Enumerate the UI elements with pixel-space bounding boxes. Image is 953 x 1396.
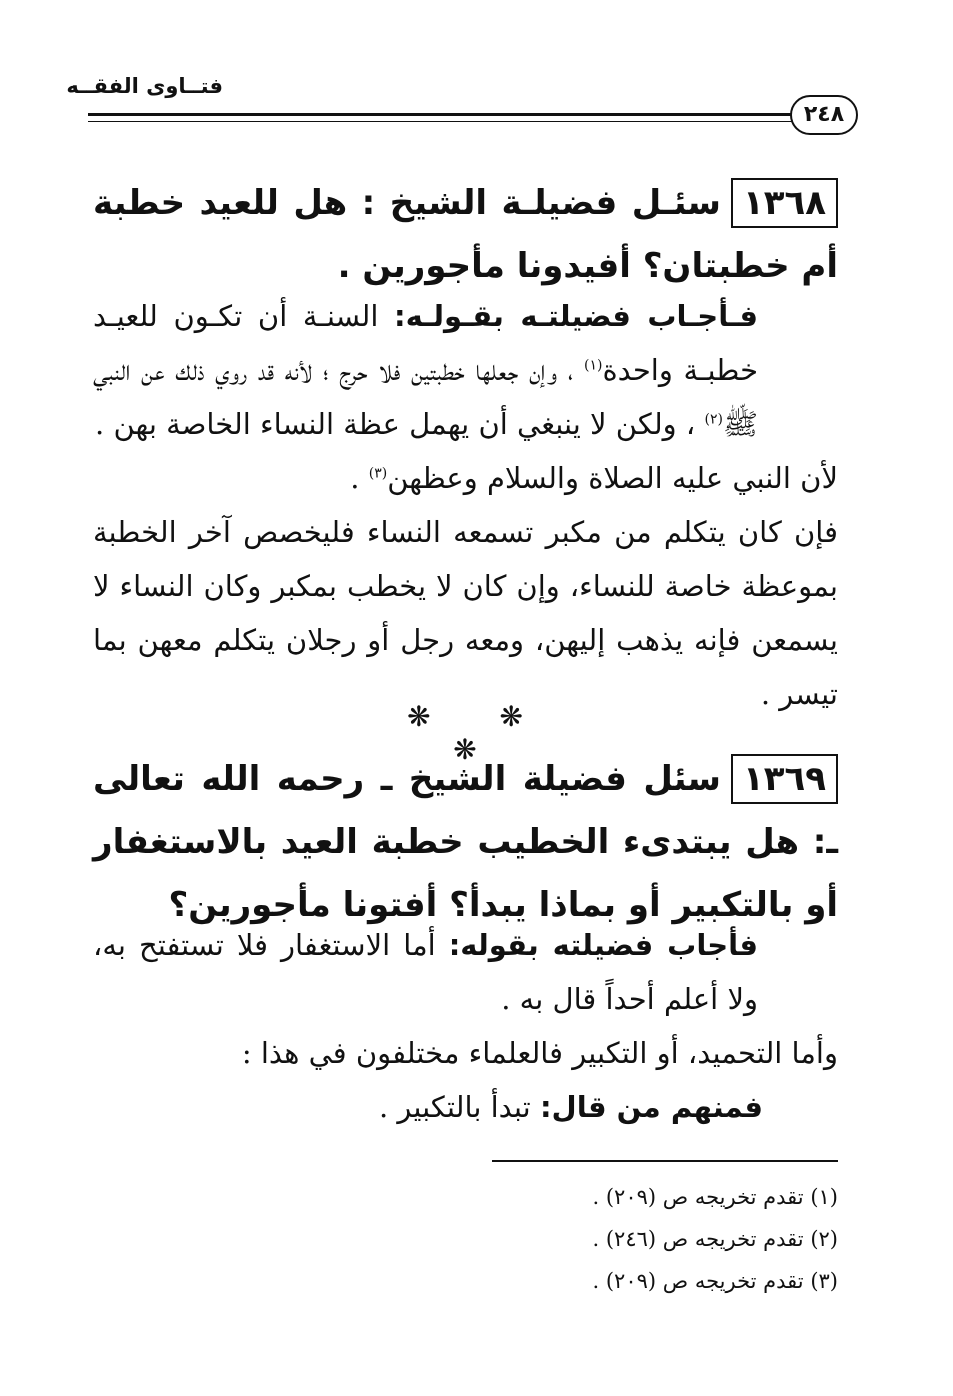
footnote-ref: (٣): [368, 465, 388, 482]
answer-1369: [93, 918, 838, 1134]
answer-text: تبدأ بالتكبير .: [378, 1090, 540, 1124]
answer-text: أما الاستغفار فلا تستفتح به، ولا أعلم أحداً قال به .: [93, 928, 758, 1016]
answer-text: لأن النبي عليه الصلاة والسلام وعظهن: [387, 461, 838, 495]
running-title: فتــاوى الفقــه: [66, 74, 223, 98]
answer-paragraph: فإن كان يتكلم من مكبر تسمعه النساء فليخصص آخر الخطبة بموعظة خاصة للنساء، وإن كان لا يخطب بمكبر وكان النساء لا يسمعن فإنه يذهب إليهن، ومعه رجل أو رجلان يتكلم معهن بما تيسر .: [93, 515, 838, 711]
answer-text: ، وإن جعلها خطبتين فلا حرج ؛ لأنه قد روي ذلك عن النبي ﷺ: [93, 353, 758, 441]
page-number: ٢٤٨: [790, 95, 858, 135]
question-number: ١٣٦٩: [731, 754, 838, 804]
footnote: (١) تقدم تخريجه ص (٢٠٩) .: [592, 1185, 838, 1209]
answer-lead: فأجاب فضيلته بقوله:: [448, 928, 758, 962]
question-1368: [93, 172, 838, 298]
answer-text: السنـة أن تكـون للعيـد خطبـة واحدة: [93, 299, 758, 387]
answer-paragraph: [93, 451, 838, 505]
question-text: سئل فضيلة الشيخ ـ رحمه الله تعالى ـ: هل يبتدىء الخطيب خطبة العيد بالاستغفار أو بالتكبير أو بماذا يبدأ؟ أفتونا مأجورين؟: [93, 759, 838, 925]
answer-1368: [93, 289, 838, 721]
footnote-rule: [492, 1160, 838, 1162]
footnote: (٣) تقدم تخريجه ص (٢٠٩) .: [592, 1269, 838, 1293]
question-text: سئـل فضيلـة الشيخ : هل للعيد خطبة أم خطبتان؟ أفيدونا مأجورين .: [93, 183, 838, 286]
answer-lead: فـأجـاب فضيلتـه بقـولـه:: [394, 299, 758, 333]
answer-paragraph: [93, 289, 838, 451]
answer-lead: فمنهم من قال:: [539, 1090, 763, 1124]
footnotes: [593, 1176, 839, 1302]
question-1369: [93, 748, 838, 937]
answer-paragraph: [93, 1080, 838, 1134]
answer-paragraph: وأما التحميد، أو التكبير فالعلماء مختلفون في هذا :: [241, 1036, 838, 1070]
section-separator: ❋ ❋ ❋: [407, 700, 553, 766]
answer-paragraph: [93, 918, 838, 1026]
header-rule: [88, 113, 796, 122]
answer-text: ، ولكن لا ينبغي أن يهمل عظة النساء الخاصة بهن .: [95, 407, 705, 441]
footnote-ref: (٢): [704, 411, 723, 428]
footnote-ref: (١): [583, 357, 603, 374]
answer-text: .: [350, 461, 369, 495]
question-number: ١٣٦٨: [731, 178, 838, 228]
footnote: (٢) تقدم تخريجه ص (٢٤٦) .: [592, 1227, 838, 1251]
